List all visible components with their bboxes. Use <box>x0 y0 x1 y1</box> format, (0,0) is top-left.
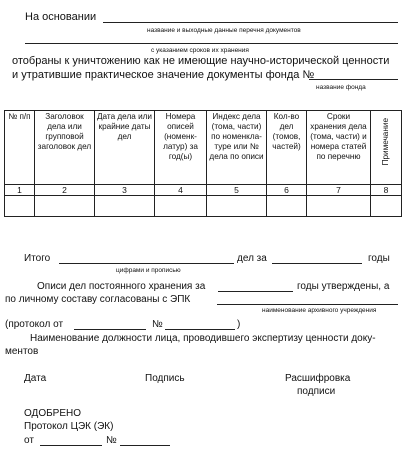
table-row <box>5 196 402 217</box>
approval-date-line <box>40 445 102 446</box>
table-header-row <box>5 111 402 185</box>
document-table <box>4 110 402 217</box>
date-label: Дата <box>24 373 47 384</box>
lost-line: и утратившие практическое значение документы фонда № <box>12 69 315 81</box>
fund-line <box>309 79 398 80</box>
archive-caption: наименование архивного учреждения <box>262 307 377 314</box>
inventories-label: Описи дел постоянного хранения за <box>37 281 206 292</box>
table-cell[interactable] <box>5 196 35 217</box>
col-header: № п/п <box>5 111 35 185</box>
protocol-close: ) <box>237 319 241 330</box>
col-number: 7 <box>307 185 371 196</box>
col-header: Дата дела или крайние даты дел <box>95 111 155 185</box>
col-header-note-cell <box>371 111 402 185</box>
signature-label: Подпись <box>145 373 185 384</box>
table-cell[interactable] <box>155 196 207 217</box>
inventories-line <box>218 291 293 292</box>
decoding-label-2: подписи <box>297 386 336 397</box>
col-number: 3 <box>95 185 155 196</box>
basis-line <box>103 22 398 23</box>
table-cell[interactable] <box>207 196 267 217</box>
col-header: Кол-во дел (томов, частей) <box>267 111 307 185</box>
storage-caption: с указанием сроков их хранения <box>151 47 249 54</box>
protocol-date-line <box>74 329 146 330</box>
col-number: 8 <box>371 185 402 196</box>
decoding-label: Расшифровка <box>285 373 351 384</box>
table-cell[interactable] <box>307 196 371 217</box>
col-number: 4 <box>155 185 207 196</box>
storage-line <box>25 43 398 44</box>
selected-line: отобраны к уничтожению как не имеющие научно-исторической ценности <box>12 55 390 67</box>
commission-protocol-label: Протокол ЦЭК (ЭК) <box>24 421 114 432</box>
approved-label: годы утверждены, а <box>297 281 390 292</box>
table-number-row <box>5 185 402 196</box>
basis-label: На основании <box>25 11 97 23</box>
position-line-1: Наименование должности лица, проводившего экспертизу ценности доку- <box>30 333 376 344</box>
position-line-2: ментов <box>5 346 39 357</box>
table-cell[interactable] <box>35 196 95 217</box>
approval-number-line <box>120 445 170 446</box>
total-line <box>59 263 234 264</box>
approval-from-label: от <box>24 435 34 446</box>
approved-stamp-label: ОДОБРЕНО <box>24 408 82 419</box>
protocol-no-label: № <box>152 319 163 330</box>
cases-for-label: дел за <box>237 253 267 264</box>
years-label: годы <box>368 253 390 264</box>
col-header: Сроки хранения дела (тома, части) и номера статей по перечню <box>307 111 371 185</box>
staff-label: по личному составу согласованы с ЭПК <box>5 294 191 305</box>
col-header: Примечание <box>381 118 390 166</box>
digits-caption: цифрами и прописью <box>116 267 181 274</box>
col-number: 2 <box>35 185 95 196</box>
protocol-number-line <box>165 329 235 330</box>
col-number: 1 <box>5 185 35 196</box>
table-cell[interactable] <box>371 196 402 217</box>
protocol-from-label: (протокол от <box>5 319 64 330</box>
col-number: 5 <box>207 185 267 196</box>
approval-no-label: № <box>106 435 117 446</box>
table-cell[interactable] <box>267 196 307 217</box>
staff-line <box>217 304 398 305</box>
table-cell[interactable] <box>95 196 155 217</box>
col-header: Индекс дела (тома, части) по номенкла-туре или № дела по описи <box>207 111 267 185</box>
basis-caption: название и выходные данные перечня документов <box>147 27 301 34</box>
total-label: Итого <box>24 253 51 264</box>
fund-caption: название фонда <box>316 84 366 91</box>
col-number: 6 <box>267 185 307 196</box>
col-header: Заголовок дела или групповой заголовок дел <box>35 111 95 185</box>
years-line <box>272 263 362 264</box>
col-header: Номера описей (номенк-латур) за год(ы) <box>155 111 207 185</box>
